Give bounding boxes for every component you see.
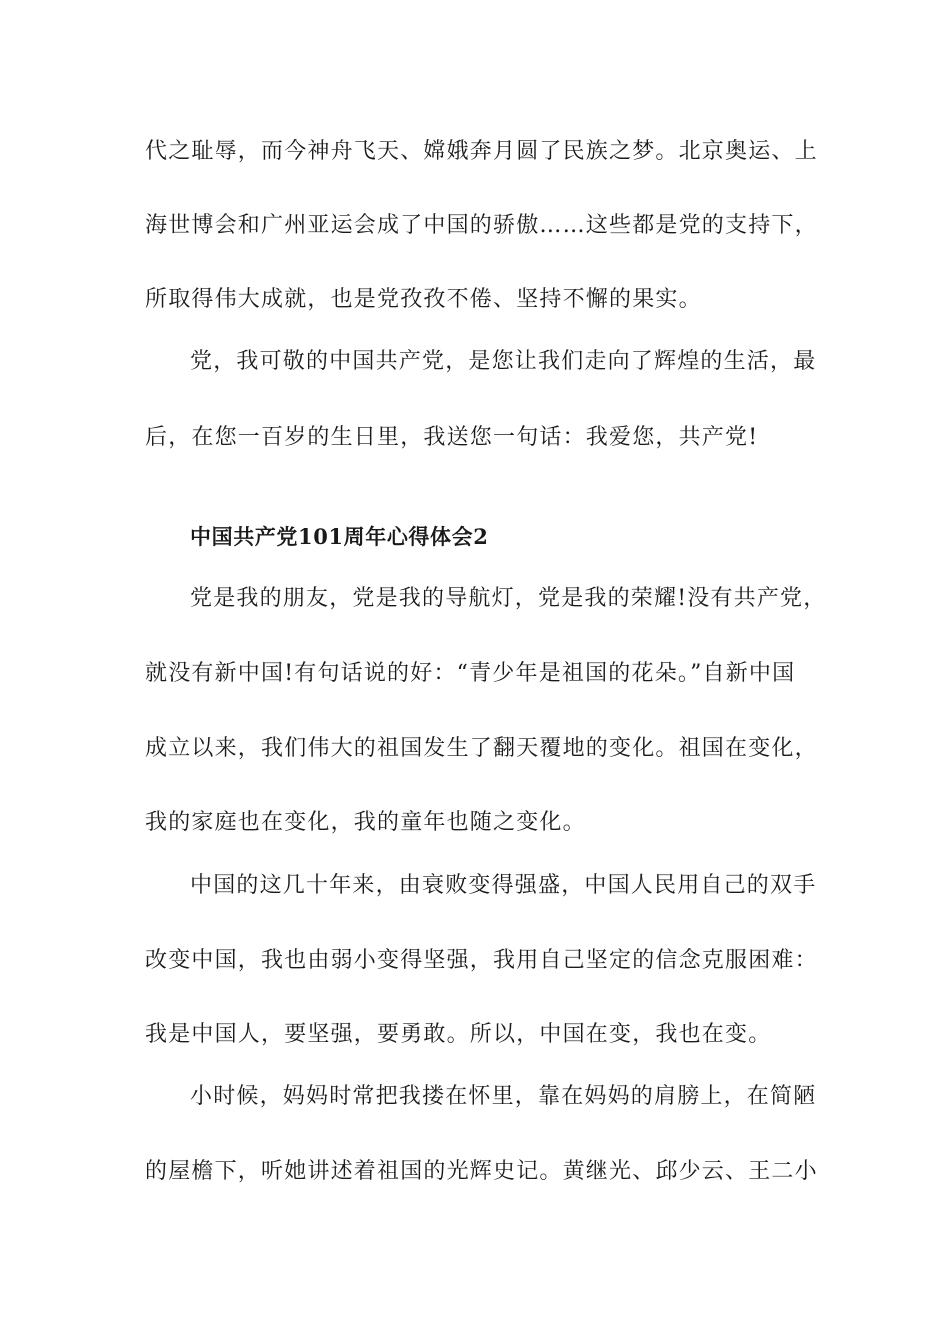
paragraph-line: 中国的这几十年来，由衰败变得强盛，中国人民用自己的双手 [190, 873, 817, 898]
paragraph-line: 我是中国人，要坚强，要勇敢。所以，中国在变，我也在变。 [145, 1022, 772, 1047]
paragraph-line: 代之耻辱，而今神舟飞天、嫦娥奔月圆了民族之梦。北京奥运、上 [145, 139, 818, 164]
paragraph-line: 海世博会和广州亚运会成了中国的骄傲……这些都是党的支持下， [145, 213, 818, 238]
paragraph-line: 所取得伟大成就，也是党孜孜不倦、坚持不懈的果实。 [145, 287, 702, 312]
paragraph-line: 党是我的朋友，党是我的导航灯，党是我的荣耀!没有共产党， [190, 586, 827, 611]
paragraph-line: 的屋檐下，听她讲述着祖国的光辉史记。黄继光、邱少云、王二小 [145, 1159, 818, 1184]
paragraph-line: 党，我可敬的中国共产党，是您让我们走向了辉煌的生活，最 [190, 349, 817, 374]
paragraph-line: 改变中国，我也由弱小变得坚强，我用自己坚定的信念克服困难： [145, 948, 818, 973]
section-heading: 中国共产党101周年心得体会2 [190, 524, 489, 549]
paragraph-line: 成立以来，我们伟大的祖国发生了翻天覆地的变化。祖国在变化， [145, 736, 818, 761]
paragraph-line: 后，在您一百岁的生日里，我送您一句话：我爱您，共产党! [145, 425, 759, 450]
paragraph-line: 我的家庭也在变化，我的童年也随之变化。 [145, 810, 586, 835]
paragraph-line: 就没有新中国!有句话说的好：“青少年是祖国的花朵。”自新中国 [145, 661, 796, 686]
paragraph-line: 小时候，妈妈时常把我搂在怀里，靠在妈妈的肩膀上，在简陋 [190, 1084, 817, 1109]
